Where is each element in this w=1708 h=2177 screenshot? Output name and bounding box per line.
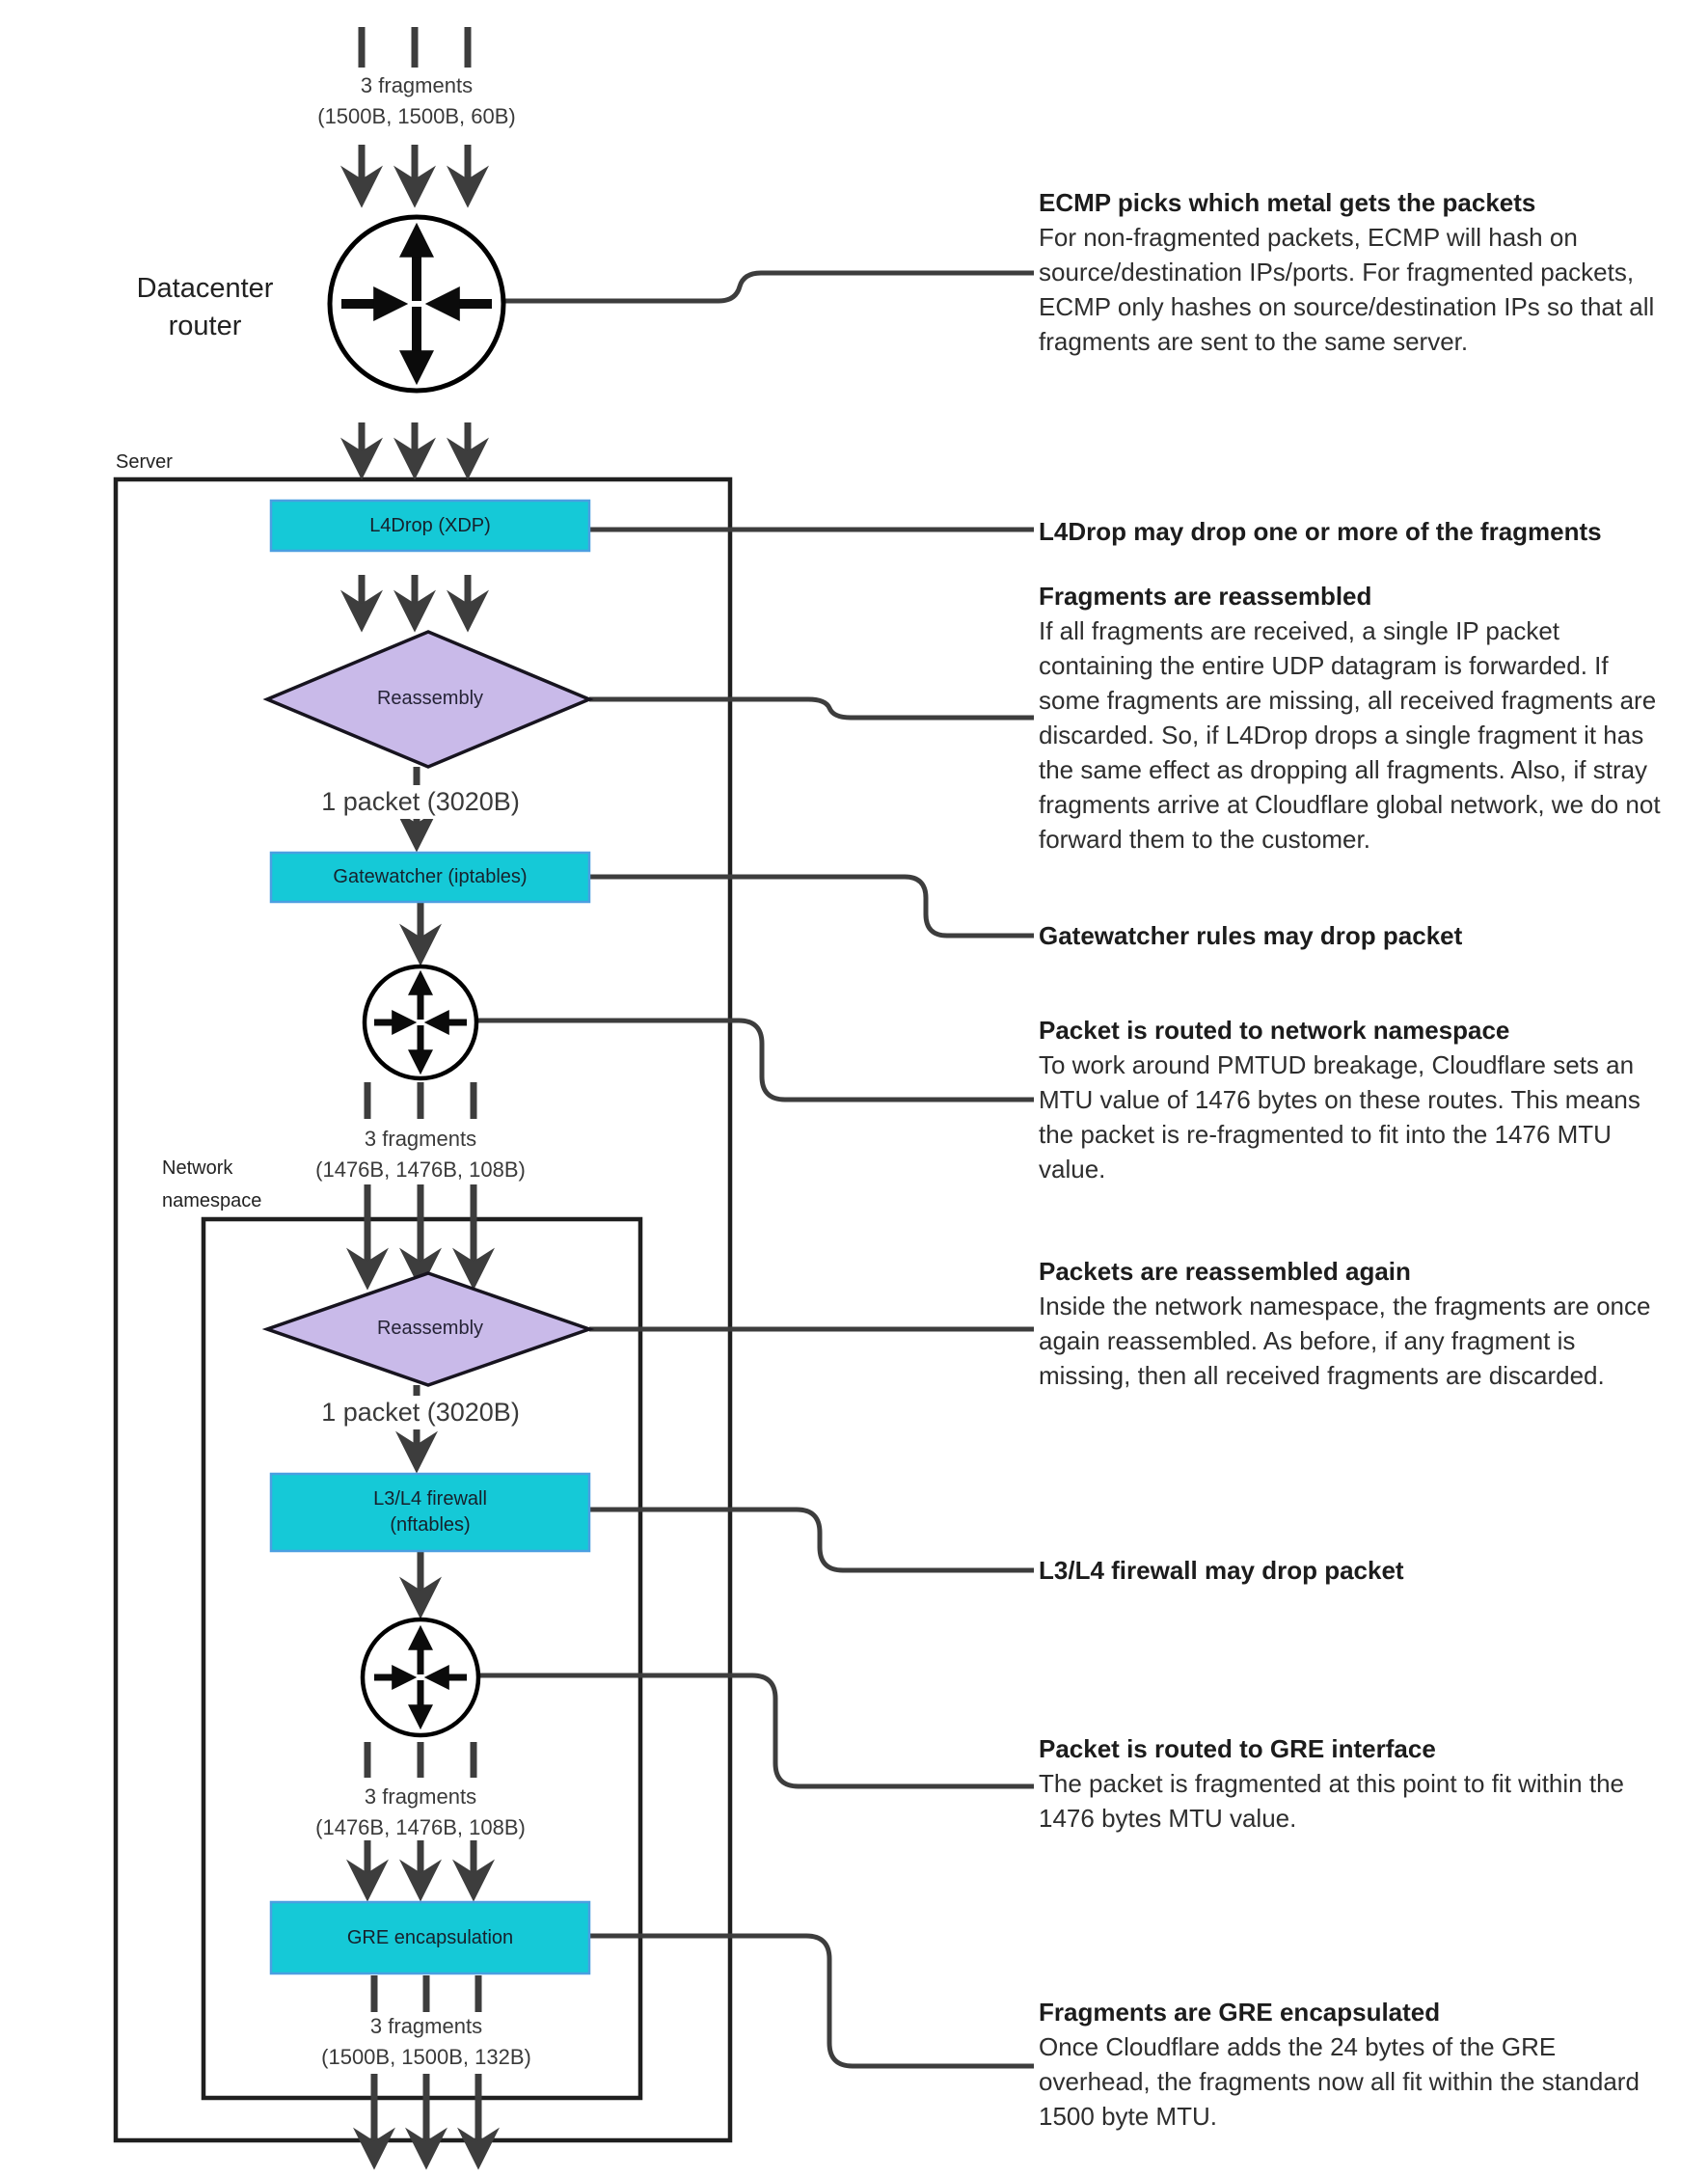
l4drop-label: L4Drop (XDP): [369, 514, 491, 536]
annotation-route-gre-title: Packet is routed to GRE interface: [1039, 1734, 1436, 1763]
connector-reassembly1: [589, 699, 1034, 718]
annotation-gre-encapsulated: [1039, 1995, 1667, 2134]
fragment-ticks-namespace: [367, 1082, 474, 1119]
firewall-label-line2: (nftables): [390, 1514, 471, 1536]
router-icon-gre: [363, 1619, 478, 1735]
annotation-route-namespace-title: Packet is routed to network namespace: [1039, 1016, 1510, 1045]
packet1-label: 1 packet (3020B): [276, 785, 565, 819]
connector-ecmp: [505, 273, 1034, 301]
datacenter-router-label-line1: Datacenter: [136, 273, 274, 304]
annotation-reassembled: [1039, 579, 1667, 857]
connector-firewall: [589, 1510, 1034, 1570]
ns-fragments-sizes: (1476B, 1476B, 108B): [315, 1157, 526, 1182]
annotation-ecmp: [1039, 185, 1667, 359]
annotation-firewall-title: L3/L4 firewall may drop packet: [1039, 1556, 1404, 1585]
annotation-reassembled-title: Fragments are reassembled: [1039, 582, 1372, 611]
datacenter-router-icon: [330, 217, 503, 391]
annotation-ecmp-body: For non-fragmented packets, ECMP will hash on source/destination IPs/ports. For fragmented packets, ECMP only hashes on source/destination IPs so that all fragments are sent to the same server.: [1039, 223, 1655, 356]
in-fragments-label: 3 fragments: [360, 73, 474, 97]
out-fragments-sizes: (1500B, 1500B, 132B): [321, 2045, 531, 2069]
connector-gatewatcher: [589, 877, 1034, 936]
fragment-ticks-top: [362, 27, 468, 68]
fragment-ticks-gre: [367, 1742, 474, 1778]
gre-fragments-sizes: (1476B, 1476B, 108B): [315, 1815, 526, 1839]
fragment-ticks-out: [374, 1975, 478, 2012]
gre-label: GRE encapsulation: [346, 1926, 514, 1948]
firewall-label-line1: L3/L4 firewall: [373, 1488, 487, 1510]
annotation-reassembled-again-body: Inside the network namespace, the fragments are once again reassembled. As before, if any fragment is missing, then all received fragments are discarded.: [1039, 1292, 1651, 1390]
annotation-gre-encapsulated-body: Once Cloudflare adds the 24 bytes of the GRE overhead, the fragments now all fit within the standard 1500 byte MTU.: [1039, 2032, 1640, 2131]
annotation-ecmp-title: ECMP picks which metal gets the packets: [1039, 188, 1536, 217]
reassembly2-label: Reassembly: [376, 1318, 484, 1339]
out-fragments-label: 3 fragments: [369, 2014, 483, 2038]
annotation-gatewatcher-title: Gatewatcher rules may drop packet: [1039, 921, 1463, 950]
in-fragments-sizes: (1500B, 1500B, 60B): [317, 104, 516, 128]
annotation-reassembled-again: [1039, 1254, 1667, 1393]
annotation-l4drop: [1039, 514, 1667, 549]
annotation-reassembled-body: If all fragments are received, a single IP packet containing the entire UDP datagram is forwarded. If some fragments are missing, all received fragments are discarded. So, if L4Drop drops a single fragment it has the same effect as dropping all fragments. Also, if stray fragments arrive at Cloudflare global network, we do not forward them to the customer.: [1039, 616, 1661, 854]
network-namespace-label: [162, 1152, 261, 1217]
server-label: Server: [116, 451, 173, 473]
router-icon-namespace: [365, 966, 476, 1078]
connector-route-gre: [478, 1675, 1034, 1786]
network-namespace-label-line2: namespace: [162, 1190, 262, 1211]
annotation-route-gre: [1039, 1731, 1667, 1836]
annotation-gre-encapsulated-title: Fragments are GRE encapsulated: [1039, 1998, 1441, 2027]
firewall-label: [271, 1474, 589, 1551]
annotation-route-namespace-body: To work around PMTUD breakage, Cloudflare sets an MTU value of 1476 bytes on these routes. This means the packet is re-fragmented to fit into the 1476 MTU value.: [1039, 1050, 1640, 1184]
reassembly1-label: Reassembly: [376, 688, 484, 709]
connector-route-namespace: [476, 1020, 1034, 1100]
annotation-gatewatcher: [1039, 918, 1667, 953]
annotation-route-namespace: [1039, 1013, 1667, 1186]
datacenter-router-label: [87, 270, 323, 345]
annotation-firewall: [1039, 1553, 1667, 1588]
annotation-route-gre-body: The packet is fragmented at this point to fit within the 1476 bytes MTU value.: [1039, 1769, 1624, 1833]
connector-gre-encap: [589, 1936, 1034, 2066]
network-namespace-label-line1: Network: [162, 1157, 233, 1179]
packet2-label: 1 packet (3020B): [276, 1396, 565, 1429]
annotation-l4drop-title: L4Drop may drop one or more of the fragments: [1039, 517, 1602, 546]
ns-fragments-label: 3 fragments: [364, 1127, 477, 1151]
datacenter-router-label-line2: router: [168, 311, 242, 341]
gatewatcher-label: Gatewatcher (iptables): [333, 866, 528, 887]
annotation-reassembled-again-title: Packets are reassembled again: [1039, 1257, 1411, 1286]
gre-fragments-label: 3 fragments: [364, 1784, 477, 1809]
